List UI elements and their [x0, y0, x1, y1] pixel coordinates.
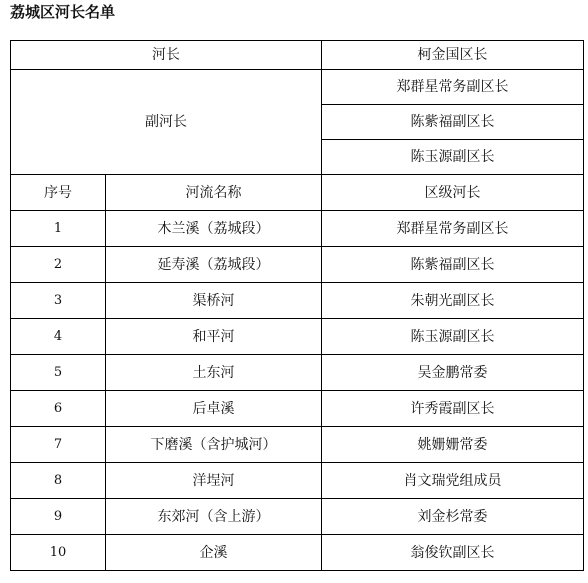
deputy-name-cell: 陈紫福副区长: [322, 105, 584, 140]
river-chief-cell: 吴金鹏常委: [322, 355, 584, 391]
river-chief-cell: 肖文瑞党组成员: [322, 463, 584, 499]
chief-name-cell: 柯金国区长: [322, 41, 584, 70]
river-name-cell: 土东河: [106, 355, 322, 391]
table-row: [11, 283, 584, 319]
column-header-river: 河流名称: [106, 175, 322, 211]
column-header-chief: 区级河长: [322, 175, 584, 211]
river-name-cell: 东郊河（含上游）: [106, 499, 322, 535]
row-number-cell: 3: [11, 283, 106, 319]
chief-row: [11, 41, 584, 70]
row-number-cell: 1: [11, 211, 106, 247]
river-chief-cell: 朱朝光副区长: [322, 283, 584, 319]
river-chief-cell: 姚姗姗常委: [322, 427, 584, 463]
river-name-cell: 延寿溪（荔城段）: [106, 247, 322, 283]
column-header-no: 序号: [11, 175, 106, 211]
river-chief-table: [10, 40, 584, 571]
river-chief-cell: 翁俊钦副区长: [322, 535, 584, 571]
row-number-cell: 4: [11, 319, 106, 355]
deputy-name-cell: 陈玉源副区长: [322, 140, 584, 175]
table-row: [11, 319, 584, 355]
river-name-cell: 木兰溪（荔城段）: [106, 211, 322, 247]
river-chief-cell: 郑群星常务副区长: [322, 211, 584, 247]
table-row: [11, 211, 584, 247]
table-row: [11, 247, 584, 283]
table-row: [11, 391, 584, 427]
river-name-cell: 渠桥河: [106, 283, 322, 319]
row-number-cell: 5: [11, 355, 106, 391]
table-row: [11, 499, 584, 535]
deputy-row: [11, 70, 584, 105]
row-number-cell: 8: [11, 463, 106, 499]
table-row: [11, 427, 584, 463]
deputy-name-cell: 郑群星常务副区长: [322, 70, 584, 105]
river-chief-cell: 刘金杉常委: [322, 499, 584, 535]
row-number-cell: 7: [11, 427, 106, 463]
column-header-row: [11, 175, 584, 211]
river-chief-cell: 许秀霞副区长: [322, 391, 584, 427]
row-number-cell: 6: [11, 391, 106, 427]
table-row: [11, 535, 584, 571]
river-name-cell: 洋埕河: [106, 463, 322, 499]
chief-label-cell: 河长: [11, 41, 322, 70]
river-chief-cell: 陈紫福副区长: [322, 247, 584, 283]
river-chief-cell: 陈玉源副区长: [322, 319, 584, 355]
river-name-cell: 后卓溪: [106, 391, 322, 427]
river-name-cell: 企溪: [106, 535, 322, 571]
row-number-cell: 2: [11, 247, 106, 283]
deputy-label-cell: 副河长: [11, 70, 322, 175]
table-row: [11, 355, 584, 391]
row-number-cell: 9: [11, 499, 106, 535]
row-number-cell: 10: [11, 535, 106, 571]
river-name-cell: 和平河: [106, 319, 322, 355]
page-title: 荔城区河长名单: [10, 3, 116, 21]
table-row: [11, 463, 584, 499]
river-name-cell: 下磨溪（含护城河）: [106, 427, 322, 463]
